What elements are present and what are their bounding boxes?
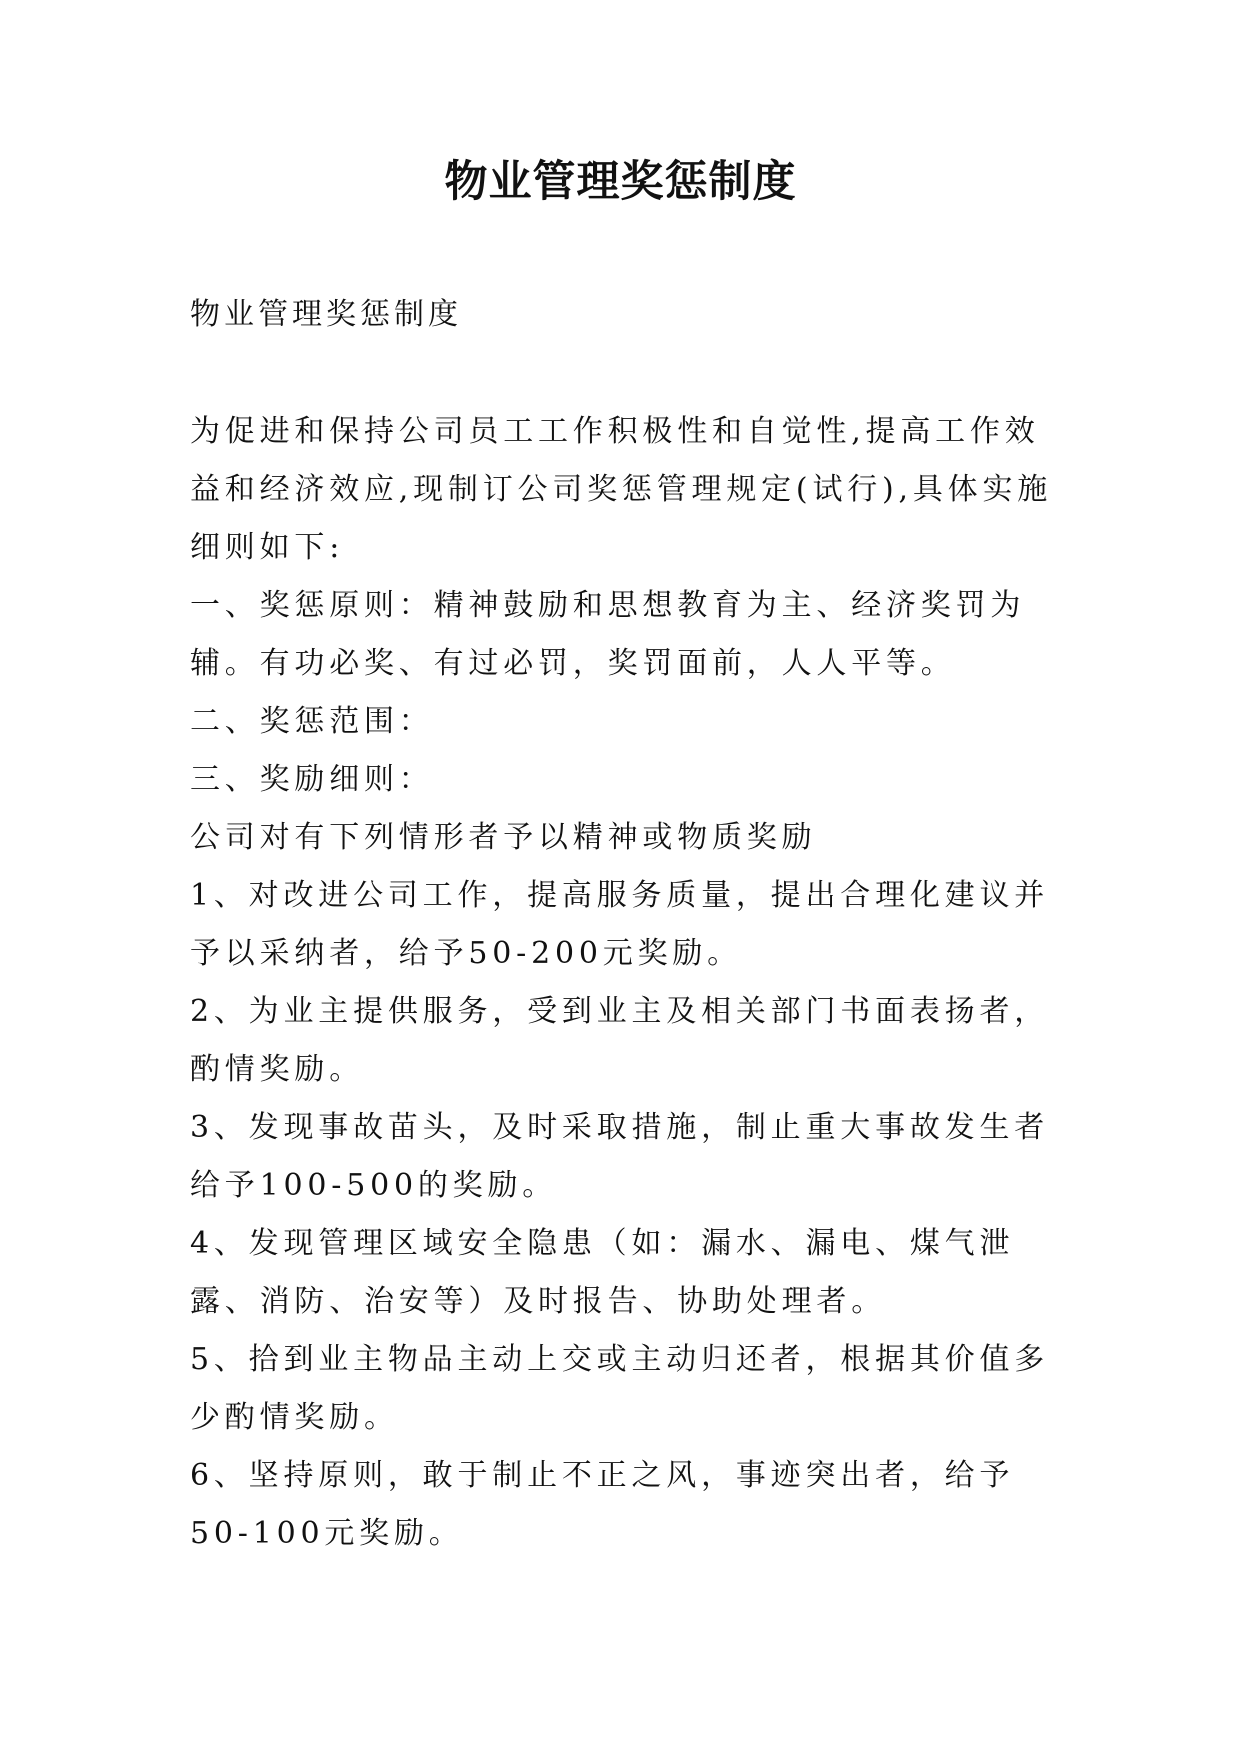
paragraph-item-3: 3、发现事故苗头，及时采取措施，制止重大事故发生者给予100-500的奖励。 [190, 1110, 1050, 1203]
paragraph-item-5: 5、拾到业主物品主动上交或主动归还者，根据其价值多少酌情奖励。 [190, 1342, 1050, 1435]
paragraph-intro: 为促进和保持公司员工工作积极性和自觉性,提高工作效益和经济效应,现制订公司奖惩管理规定(试行),具体实施细则如下: [190, 414, 1053, 565]
document-title: 物业管理奖惩制度 [444, 157, 797, 207]
paragraph-item-2: 2、为业主提供服务，受到业主及相关部门书面表扬者，酌情奖励。 [190, 994, 1050, 1087]
paragraph-item-4: 4、发现管理区域安全隐患（如：漏水、漏电、煤气泄露、消防、治安等）及时报告、协助处理者。 [190, 1226, 1015, 1319]
paragraph-principle: 一、奖惩原则：精神鼓励和思想教育为主、经济奖罚为辅。有功必奖、有过必罚，奖罚面前，人人平等。 [190, 588, 1026, 681]
paragraph-item-6: 6、坚持原则，敢于制止不正之风，事迹突出者，给予50-100元奖励。 [190, 1458, 1015, 1551]
document-subtitle: 物业管理奖惩制度 [190, 297, 462, 332]
paragraph-reward-intro: 公司对有下列情形者予以精神或物质奖励 [190, 820, 817, 855]
paragraph-item-1: 1、对改进公司工作，提高服务质量，提出合理化建议并予以采纳者，给予50-200元奖励。 [190, 878, 1050, 971]
document-body [190, 403, 1070, 1563]
paragraph-reward-rules: 三、奖励细则： [190, 762, 434, 797]
paragraph-scope: 二、奖惩范围： [190, 704, 434, 739]
